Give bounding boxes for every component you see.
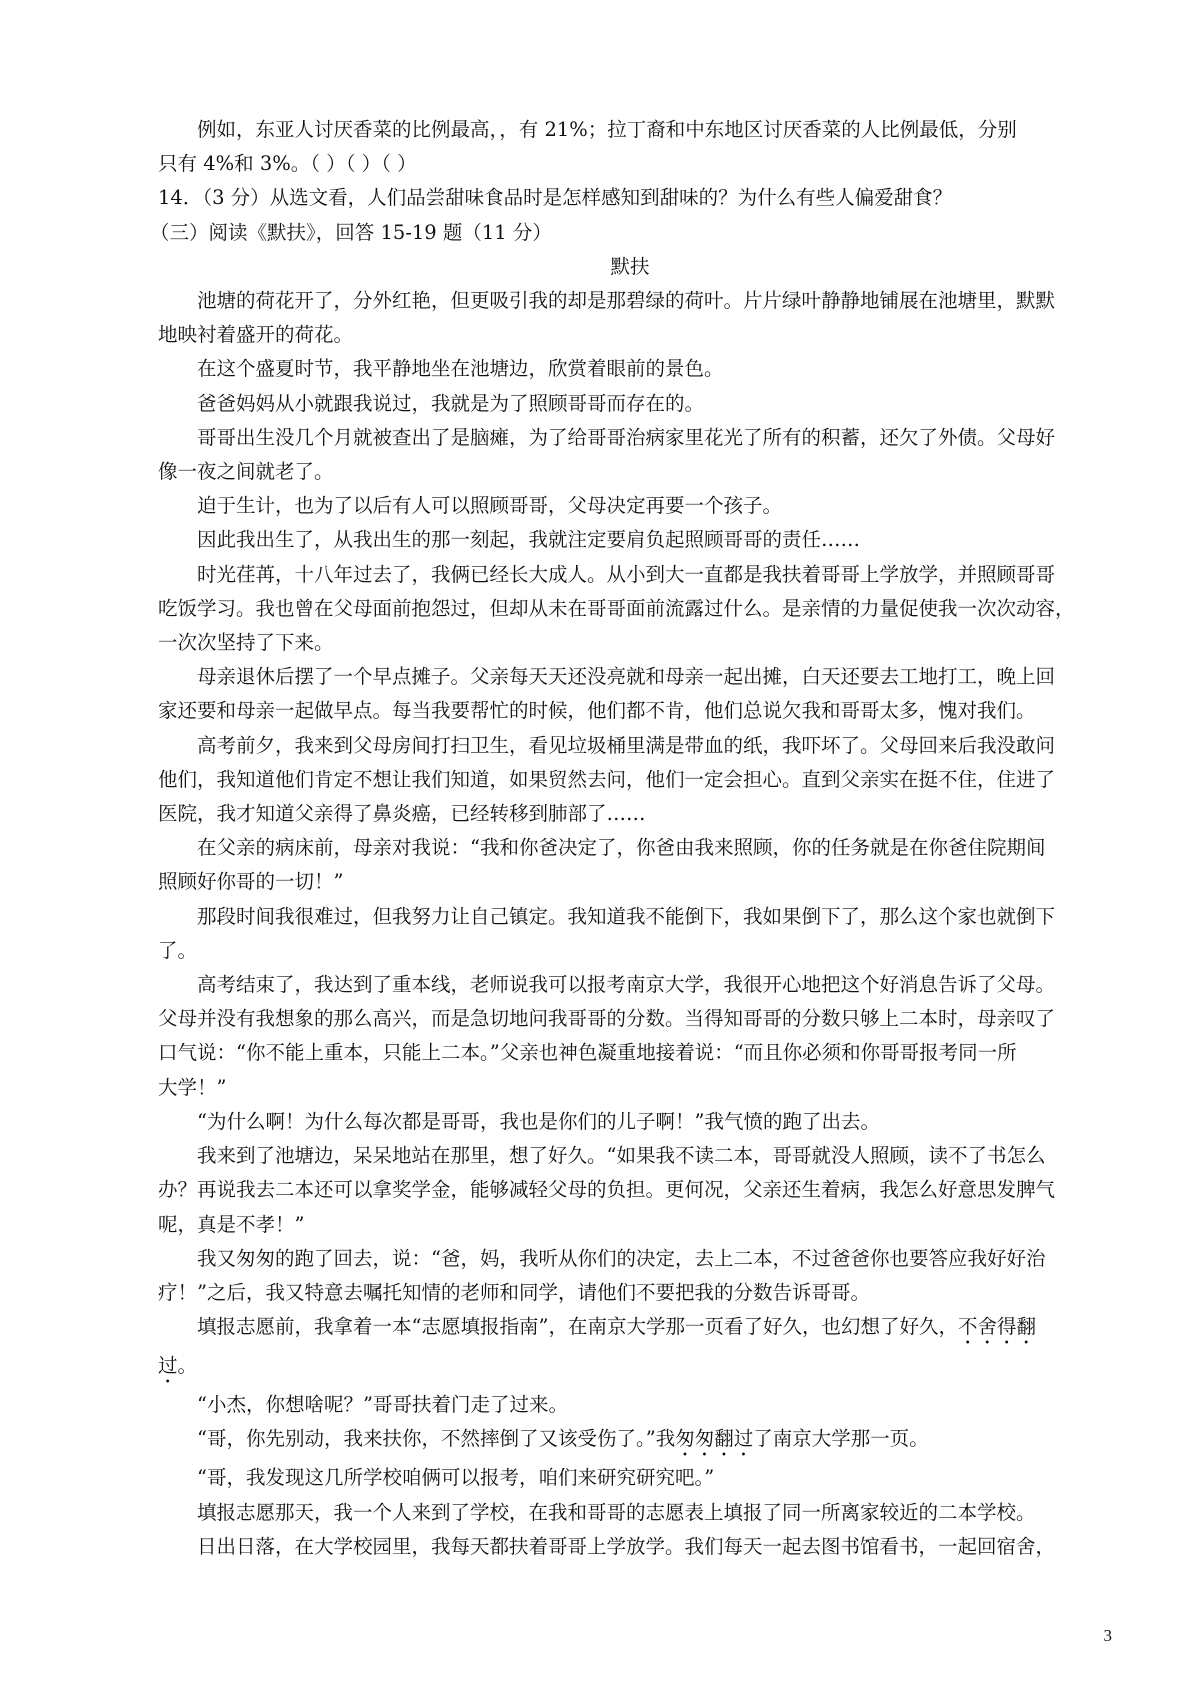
text-line: 医院，我才知道父亲得了鼻炎癌，已经转移到肺部了…… xyxy=(158,802,646,826)
text-line: 日出日落，在大学校园里，我每天都扶着哥哥上学放学。我们每天一起去图书馆看书，一起回宿舍， xyxy=(197,1534,1056,1558)
text-line: 时光荏苒，十八年过去了，我俩已经长大成人。从小到大一直都是我扶着哥哥上学放学，并照顾哥哥 xyxy=(197,562,1056,586)
page-content xyxy=(150,113,1102,1564)
text-line: 爸爸妈妈从小就跟我说过，我就是为了照顾哥哥而存在的。 xyxy=(197,391,705,415)
text-line: 地映衬着盛开的荷花。 xyxy=(158,323,354,347)
text-line: “小杰，你想啥呢？”哥哥扶着门走了过来。 xyxy=(197,1393,568,1417)
article-title: 默扶 xyxy=(610,254,650,278)
text-line: 因此我出生了，从我出生的那一刻起，我就注定要肩负起照顾哥哥的责任…… xyxy=(197,528,861,552)
text-line: 池塘的荷花开了，分外红艳，但更吸引我的却是那碧绿的荷叶。片片绿叶静静地铺展在池塘里，默默 xyxy=(197,289,1056,313)
text-line: 父母并没有我想象的那么高兴，而是急切地问我哥哥的分数。当得知哥哥的分数只够上二本时，母亲叹了 xyxy=(158,1007,1056,1031)
text-line: 照顾好你哥的一切！” xyxy=(158,870,344,894)
page-number: 3 xyxy=(1103,1626,1112,1645)
text-span: “哥，你先别动，我来扶你，不然摔倒了又该受伤了。”我 xyxy=(197,1427,676,1451)
text-line: 填报志愿那天，我一个人来到了学校，在我和哥哥的志愿表上填报了同一所离家较近的二本学校。 xyxy=(197,1500,1036,1524)
text-line: 口气说：“你不能上重本，只能上二本。”父亲也神色凝重地接着说：“而且你必须和你哥哥报考同一所 xyxy=(158,1041,1017,1065)
text-line: 吃饭学习。我也曾在父母面前抱怨过，但却从未在哥哥面前流露过什么。是亲情的力量促使我一次次动容， xyxy=(158,596,1075,620)
text-line: 例如，东亚人讨厌香菜的比例最高，，有 21%；拉丁裔和中东地区讨厌香菜的人比例最低，分别 xyxy=(197,118,1017,141)
text-line: 大学！” xyxy=(158,1075,227,1099)
text-line: 在父亲的病床前，母亲对我说：“我和你爸决定了，你爸由我来照顾，你的任务就是在你爸住院期间 xyxy=(197,836,1046,860)
text-line: 母亲退休后摆了一个早点摊子。父亲每天天还没亮就和母亲一起出摊，白天还要去工地打工，晚上回 xyxy=(197,665,1056,689)
text-line: 我又匆匆的跑了回去，说：“爸，妈，我听从你们的决定，去上二本，不过爸爸你也要答应我好好治 xyxy=(197,1246,1046,1270)
text-line: 在这个盛夏时节，我平静地坐在池塘边，欣赏着眼前的景色。 xyxy=(197,357,724,381)
emphasized-phrase: 匆匆翻过 xyxy=(675,1427,754,1451)
text-line: 哥哥出生没几个月就被查出了是脑瘫，为了给哥哥治病家里花光了所有的积蓄，还欠了外债。父母好 xyxy=(197,425,1056,449)
emphasized-phrase: 不舍得翻 xyxy=(957,1315,1036,1339)
text-line: 高考前夕，我来到父母房间打扫卫生，看见垃圾桶里满是带血的纸，我吓坏了。父母回来后我没敢问 xyxy=(197,733,1056,757)
emphasized-phrase: 过 xyxy=(158,1354,178,1378)
text-line: 家还要和母亲一起做早点。每当我要帮忙的时候，他们都不肯，他们总说欠我和哥哥太多，愧对我们。 xyxy=(158,699,1036,723)
text-line: 他们，我知道他们肯定不想让我们知道，如果贸然去问，他们一定会担心。直到父亲实在挺不住，住进了 xyxy=(158,767,1056,791)
text-line: 像一夜之间就老了。 xyxy=(158,460,334,484)
text-line: “哥，我发现这几所学校咱俩可以报考，咱们来研究研究吧。” xyxy=(197,1466,715,1490)
text-line: 迫于生计，也为了以后有人可以照顾哥哥，父母决定再要一个孩子。 xyxy=(197,494,783,518)
section-heading: （三）阅读《默扶》，回答 15-19 题（11 分） xyxy=(150,220,552,244)
question-14: 14．（3 分）从选文看，人们品尝甜味食品时是怎样感知到甜味的？为什么有些人偏爱甜食？ xyxy=(158,186,953,210)
text-span: 了南京大学那一页。 xyxy=(753,1427,929,1451)
text-line: 呢，真是不孝！” xyxy=(158,1212,305,1236)
text-line: 只有 4%和 3%。（ ）（ ）（ ） xyxy=(158,152,417,176)
text-line: 疗！”之后，我又特意去嘱托知情的老师和同学，请他们不要把我的分数告诉哥哥。 xyxy=(158,1280,870,1304)
text-line: 高考结束了，我达到了重本线，老师说我可以报考南京大学，我很开心地把这个好消息告诉了父母。 xyxy=(197,973,1056,997)
text-line: 那段时间我很难过，但我努力让自己镇定。我知道我不能倒下，我如果倒下了，那么这个家也就倒下 xyxy=(197,904,1056,928)
text-span: 。 xyxy=(177,1354,198,1378)
text-line: 一次次坚持了下来。 xyxy=(158,631,334,655)
text-line: 了。 xyxy=(158,938,198,962)
text-line xyxy=(158,1349,1102,1388)
text-line: 办？再说我去二本还可以拿奖学金，能够减轻父母的负担。更何况，父亲还生着病，我怎么好意思发脾气 xyxy=(158,1178,1056,1202)
text-line xyxy=(158,1422,1102,1461)
text-line xyxy=(158,1310,1102,1349)
text-line: 我来到了池塘边，呆呆地站在那里，想了好久。“如果我不读二本，哥哥就没人照顾，读不了书怎么 xyxy=(197,1144,1046,1168)
text-line: “为什么啊！为什么每次都是哥哥，我也是你们的儿子啊！”我气愤的跑了出去。 xyxy=(197,1109,880,1133)
text-span: 填报志愿前，我拿着一本“志愿填报指南”，在南京大学那一页看了好久，也幻想了好久， xyxy=(197,1315,958,1339)
